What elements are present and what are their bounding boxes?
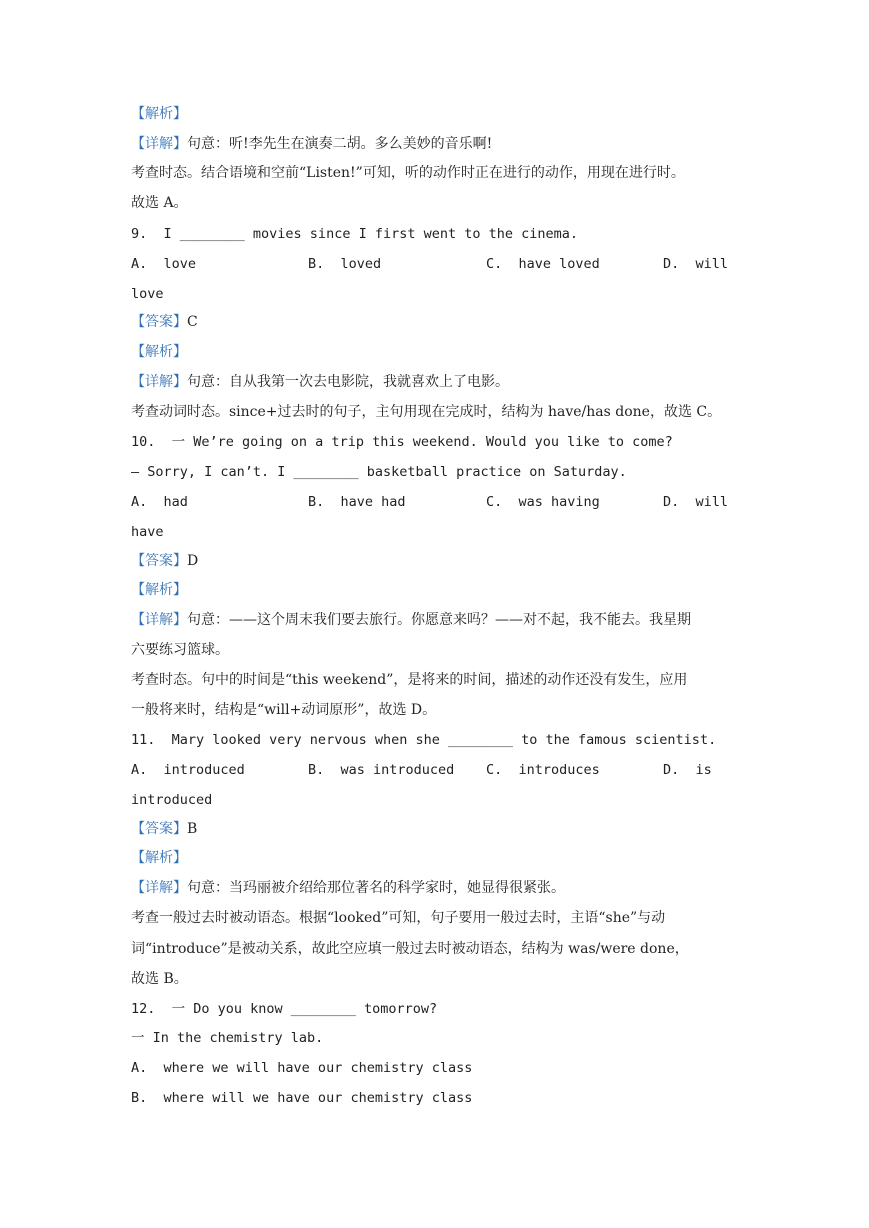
explanation-line: 一般将来时，结构是“will+动词原形”，故选 D。: [131, 702, 437, 718]
answer-tag: 【答案】: [131, 553, 187, 569]
answer-tag: 【答案】: [131, 821, 187, 837]
detail-text: 句意：——这个周末我们要去旅行。你愿意来吗？——对不起，我不能去。我星期: [187, 612, 691, 628]
detail-line: 六要练习篮球。: [131, 642, 229, 658]
option-b: B. have had: [308, 494, 406, 510]
analysis-tag: 【解析】: [131, 582, 187, 598]
detail-text: 句意：当玛丽被介绍给那位著名的科学家时，她显得很紧张。: [187, 880, 565, 896]
option-b: B. loved: [308, 256, 382, 272]
question-stem: 10. 一 We’re going on a trip this weekend. Would you like to come?: [131, 434, 673, 450]
options-row: [131, 760, 751, 780]
explanation-line: 考查时态。句中的时间是“this weekend”，是将来的时间，描述的动作还没有发生，应用: [131, 672, 688, 688]
options-row: [131, 254, 751, 274]
option-d: D. will: [663, 256, 729, 272]
answer-line: [131, 551, 198, 571]
question-stem: 11. Mary looked very nervous when she ________ to the famous scientist.: [131, 732, 717, 748]
analysis-tag: 【解析】: [131, 850, 187, 866]
option-c: C. introduces: [486, 762, 600, 778]
question-stem: 一 In the chemistry lab.: [131, 1030, 324, 1046]
answer-tag: 【答案】: [131, 314, 187, 330]
detail-tag: 【详解】: [131, 374, 187, 390]
option-c: C. have loved: [486, 256, 600, 272]
answer-value: B: [187, 821, 198, 837]
answer-line: [131, 312, 198, 332]
detail-line: [131, 610, 691, 630]
option-a: A. had: [131, 494, 188, 510]
option-d: D. is: [663, 762, 712, 778]
question-stem: 9. I ________ movies since I first went to the cinema.: [131, 226, 579, 242]
question-stem: — Sorry, I can’t. I ________ basketball practice on Saturday.: [131, 464, 627, 480]
answer-value: D: [187, 553, 199, 569]
detail-tag: 【详解】: [131, 136, 187, 152]
explanation-line: 考查一般过去时被动语态。根据“looked”可知，句子要用一般过去时，主语“she”与动: [131, 910, 666, 926]
option-a: A. where we will have our chemistry class: [131, 1060, 473, 1076]
analysis-tag: 【解析】: [131, 106, 187, 122]
detail-line: [131, 878, 565, 898]
detail-line: [131, 134, 492, 154]
detail-tag: 【详解】: [131, 612, 187, 628]
detail-line: [131, 372, 509, 392]
option-a: A. introduced: [131, 762, 245, 778]
option-d: D. will: [663, 494, 729, 510]
option-d-wrap: have: [131, 524, 164, 540]
answer-value: C: [187, 314, 198, 330]
option-d-wrap: love: [131, 286, 164, 302]
explanation-line: 考查动词时态。since+过去时的句子，主句用现在完成时，结构为 have/has done，故选 C。: [131, 404, 722, 420]
explanation-line: 故选 B。: [131, 971, 188, 987]
option-c: C. was having: [486, 494, 600, 510]
options-row: [131, 492, 751, 512]
detail-text: 句意：自从我第一次去电影院，我就喜欢上了电影。: [187, 374, 509, 390]
option-b: B. where will we have our chemistry class: [131, 1090, 473, 1106]
detail-text: 句意：听!李先生在演奏二胡。多么美妙的音乐啊!: [187, 136, 493, 152]
detail-tag: 【详解】: [131, 880, 187, 896]
explanation-line: 故选 A。: [131, 195, 188, 211]
option-d-wrap: introduced: [131, 792, 213, 808]
question-stem: 12. 一 Do you know ________ tomorrow?: [131, 1001, 438, 1017]
explanation-line: 考查时态。结合语境和空前“Listen!”可知，听的动作时正在进行的动作，用现在进行时。: [131, 165, 685, 181]
answer-line: [131, 819, 197, 839]
option-a: A. love: [131, 256, 197, 272]
analysis-tag: 【解析】: [131, 344, 187, 360]
option-b: B. was introduced: [308, 762, 455, 778]
explanation-line: 词“introduce”是被动关系，故此空应填一般过去时被动语态，结构为 was/were done，: [131, 941, 689, 957]
